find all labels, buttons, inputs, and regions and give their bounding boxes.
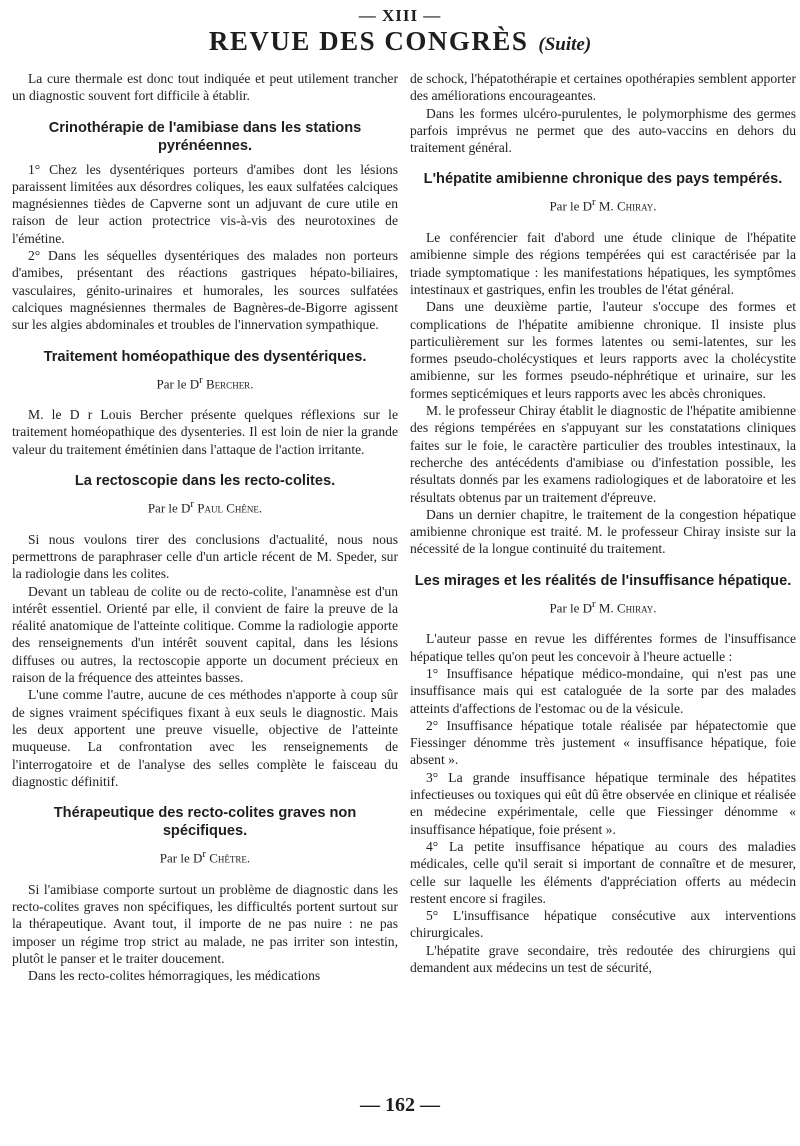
byline-prefix: Par le D (156, 375, 200, 391)
journal-section-title: REVUE DES CONGRÈS (208, 26, 529, 56)
paragraph: 2° Insuffisance hépatique totale réalisée par hépatectomie que Fiessinger dénomme très justement « insuffisance hépatique, foie absent ». (410, 717, 796, 768)
paragraph: Dans les formes ulcéro-purulentes, le polymorphisme des germes parfois imprévus ne permet que des auto-vaccins en dehors du traitement général. (410, 105, 796, 156)
paragraph: Si nous voulons tirer des conclusions d'actualité, nous nous permettrons de paraphraser celle d'un article récent de M. Speder, sur la radiologie dans les colites. (12, 531, 398, 582)
byline-author: Chêtre. (209, 850, 251, 866)
paragraph: L'auteur passe en revue les différentes formes de l'insuffisance hépatique telles qu'on peut les concevoir à l'heure actuelle : (410, 631, 796, 664)
byline-prefix: Par le D (549, 198, 593, 214)
byline-prefix: Par le D (549, 600, 593, 616)
journal-section-suite: (Suite) (538, 34, 592, 55)
paragraph: Dans une deuxième partie, l'auteur s'occupe des formes et complications de l'hépatite amibienne chronique. Il insiste plus particulièrement sur les formes latentes ou semi-latentes, sur les formes pseudo-cholécystiques et leurs rapports avec la cholécystite amibienne, sur les formes pseudo-néphrétique et urinaire, sur les formes septicémiques et leurs rapports avec les abcès chroniques. (410, 299, 796, 401)
byline-author: M. Chiray. (598, 600, 657, 616)
page-header (0, 26, 800, 57)
paragraph: Devant un tableau de colite ou de recto-colite, l'anamnèse est d'un intérêt essentiel. Orienté par elle, il convient de faire la preuve de la réalité anatomique de l'atteinte colitique. Comme la radiologie apporte des renseignements d'un intérêt souvent capital, dans les lésions diffuses ou autres, la rectoscopie apporte un document précieux en raison de la fréquence des atteintes basses. (12, 583, 398, 686)
paragraph: M. le professeur Chiray établit le diagnostic de l'hépatite amibienne des régions tempérées en s'appuyant sur les constatations cliniques faites sur le foie, le caractère particulier des troubles intestinaux, la recherche des antécédents d'amibiase ou d'infestation possible, les résultats donnés par les examens radiologiques et de laboratoire et les résultats obtenus par un traitement d'épreuve. (410, 403, 796, 505)
byline-sup: r (190, 498, 195, 511)
byline-chene (12, 496, 398, 517)
intro-paragraph: La cure thermale est donc tout indiquée et peut utilement trancher un diagnostic souvent fort difficile à établir. (12, 71, 398, 104)
paragraph: Le conférencier fait d'abord une étude clinique de l'hépatite amibienne simple des régions tempérées qui est caractérisée par la triade symptomatique : les manifestations hépatiques, les symptômes intestinaux et gastriques, enfin les troubles de l'état général. (410, 230, 796, 297)
right-column (410, 70, 796, 976)
paragraph: Si l'amibiase comporte surtout un problème de diagnostic dans les recto-colites graves non spécifiques, les difficultés portent surtout sur la thérapeutique. Avant tout, il importe de ne pas nuire : ne pas imposer un régime trop strict au malade, ne pas irriter son intestin, plutôt le panser et le traiter doucement. (12, 881, 398, 966)
byline-prefix: Par le D (159, 850, 203, 866)
paragraph: 5° L'insuffisance hépatique consécutive aux interventions chirurgicales. (410, 908, 796, 941)
section-title-insuffisance: Les mirages et les réalités de l'insuffisance hépatique. (414, 572, 792, 589)
byline-sup: r (592, 196, 596, 209)
section-title-therapeutique: Thérapeutique des recto-colites graves non spécifiques. (53, 805, 357, 840)
byline-sup: r (592, 597, 596, 610)
page-number: — 162 — (360, 1094, 440, 1116)
roman-page-marker: — XIII — (358, 6, 442, 25)
paragraph: Dans un dernier chapitre, le traitement de la congestion hépatique amibienne chronique est traité. M. le professeur Chiray insiste sur la nécessité de la longue continuité du traitement. (410, 506, 796, 557)
paragraph: 1° Insuffisance hépatique médico-mondaine, qui n'est pas une insuffisance mais qui est cataloguée de la sorte par des malades atteints d'affections de l'estomac ou de la vésicule. (410, 665, 796, 716)
byline-bercher (12, 372, 398, 393)
byline-sup: r (199, 373, 203, 386)
section-title-hepatite: L'hépatite amibienne chronique des pays tempérés. (423, 171, 783, 188)
paragraph: L'hépatite grave secondaire, très redoutée des chirurgiens qui demandent aux médecins un test de sécurité, (410, 942, 796, 976)
byline-author: Bercher. (206, 375, 254, 391)
paragraph: L'une comme l'autre, aucune de ces méthodes n'apporte à coup sûr de signes vraiment spécifiques fixant à eux seuls le diagnostic. Mais les deux apportent une preuve visuelle, objective de l'atteinte muqueuse. La confrontation avec les renseignements de l'interrogatoire et de l'analyse des selles complète le faisceau du diagnostic définitif. (12, 687, 398, 789)
paragraph: 3° La grande insuffisance hépatique terminale des hépatites infectieuses ou toxiques qui eût dû être observée en clinique et réalisée en médecine expérimentale, celle que Fiessinger dénomme « insuffisance hépatique, foie présent ». (410, 769, 796, 837)
paragraph: 1° Chez les dysentériques porteurs d'amibes dont les lésions paraissent limitées aux désordres coliques, les eaux sulfatées calciques magnésiennes tièdes de Capverne sont un adjuvant de cure utile en raison de leur action protectrice vis-à-vis des neurotoxines de l'émétine. (12, 161, 398, 246)
section-title-homeopathie: Traitement homéopathique des dysentériques. (43, 348, 367, 365)
left-column (12, 70, 398, 985)
byline-author: M. Chiray. (598, 198, 657, 214)
byline-sup: r (202, 848, 207, 861)
byline-chiray-1 (410, 194, 796, 215)
paragraph: Dans les recto-colites hémorragiques, les médications (28, 968, 321, 984)
continued-paragraph: de schock, l'hépatothérapie et certaines opothérapies semblent apporter des améliorations encourageantes. (410, 71, 796, 104)
section-title-crinotherapie: Crinothérapie de l'amibiase dans les stations pyrénéennes. (48, 119, 362, 154)
byline-author: Paul Chêne. (197, 500, 263, 516)
byline-chiray-2 (410, 596, 796, 617)
paragraph: M. le D r Louis Bercher présente quelques réflexions sur le traitement homéopathique des dysenteries. Il est loin de nier la grande valeur du traitement émétinien dans l'attaque de l'action irritante. (12, 407, 398, 457)
byline-prefix: Par le D (147, 500, 191, 516)
paragraph: 2° Dans les séquelles dysentériques des malades non porteurs d'amibes, présentant des réactions gastriques hépato-biliaires, vasculaires, génito-urinaires et humorales, les sources sulfatées calciques magnésiennes thermales de Bagnères-de-Bigorre agissent sur les algies abdominales et troubles de l'innervation sympathique. (12, 248, 398, 333)
byline-chetre (12, 846, 398, 867)
section-title-rectoscopie: La rectoscopie dans les recto-colites. (74, 473, 336, 490)
paragraph: 4° La petite insuffisance hépatique au cours des maladies médicales, celle qu'il serait si important de connaître et de mesurer, celle sur laquelle les éléments d'appréciation offerts au médecin restent encore si fragiles. (410, 838, 796, 906)
